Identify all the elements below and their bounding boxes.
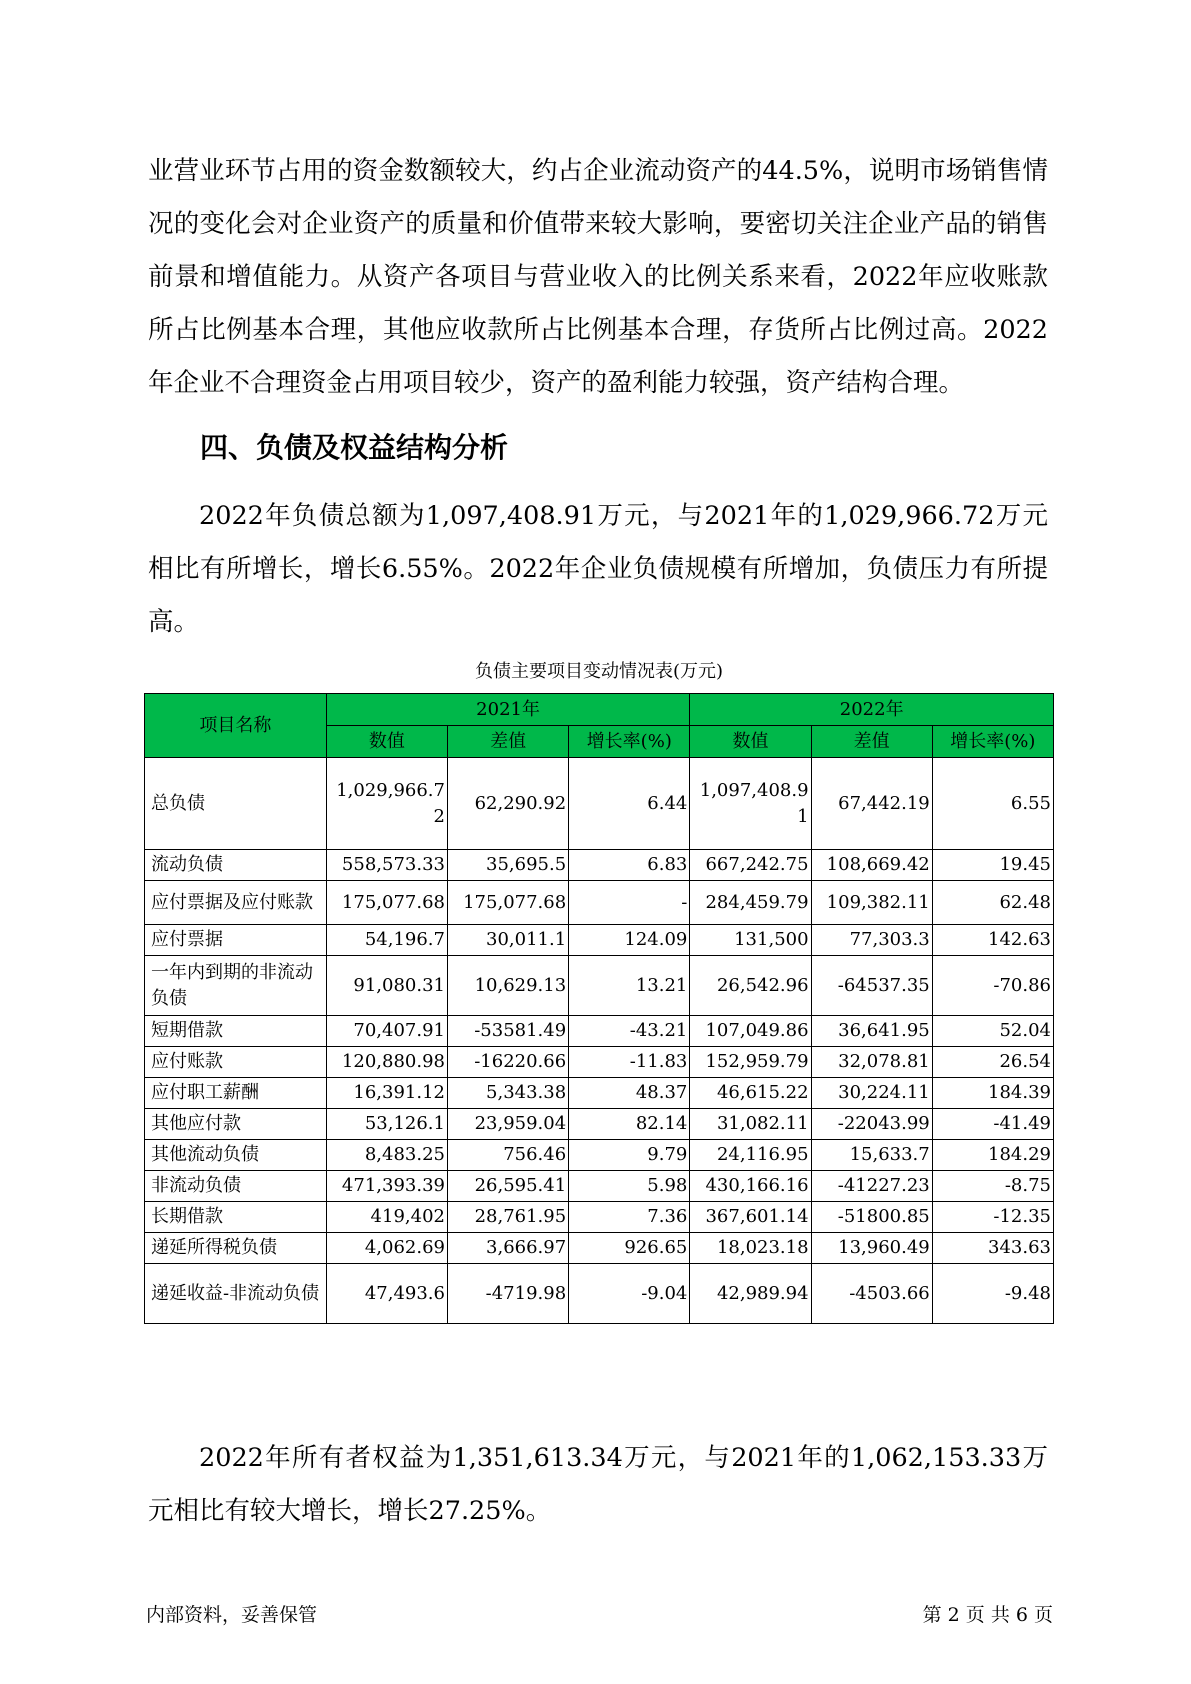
rate-2022: 142.63: [932, 925, 1053, 956]
row-item-name: 应付票据: [145, 925, 327, 956]
rate-2022: 19.45: [932, 850, 1053, 881]
rate-2021: 82.14: [569, 1109, 690, 1140]
rate-2021: 48.37: [569, 1078, 690, 1109]
rate-2022: 343.63: [932, 1233, 1053, 1264]
rate-2021: -9.04: [569, 1264, 690, 1324]
header-rate-2021: 增长率(%): [569, 726, 690, 758]
diff-2021: 23,959.04: [447, 1109, 568, 1140]
value-2021: 120,880.98: [326, 1047, 447, 1078]
table-row: [145, 1202, 1054, 1233]
table-row: [145, 925, 1054, 956]
rate-2022: 184.39: [932, 1078, 1053, 1109]
diff-2021: -53581.49: [447, 1016, 568, 1047]
table-row: [145, 881, 1054, 925]
header-year-2021: 2021年: [326, 694, 690, 726]
row-item-name: 其他应付款: [145, 1109, 327, 1140]
diff-2022: 15,633.7: [811, 1140, 932, 1171]
diff-2022: 30,224.11: [811, 1078, 932, 1109]
value-2021: 47,493.6: [326, 1264, 447, 1324]
table-row: [145, 1233, 1054, 1264]
rate-2021: 926.65: [569, 1233, 690, 1264]
rate-2022: -8.75: [932, 1171, 1053, 1202]
table-row: [145, 1109, 1054, 1140]
table-row: [145, 1047, 1054, 1078]
diff-2021: 3,666.97: [447, 1233, 568, 1264]
header-value-2021: 数值: [326, 726, 447, 758]
diff-2021: 5,343.38: [447, 1078, 568, 1109]
rate-2021: 6.44: [569, 758, 690, 850]
table-row: [145, 956, 1054, 1016]
value-2021: 54,196.7: [326, 925, 447, 956]
table-row: [145, 1171, 1054, 1202]
liability-table: [144, 693, 1054, 1324]
diff-2022: -4503.66: [811, 1264, 932, 1324]
table-row: [145, 1140, 1054, 1171]
header-rate-2022: 增长率(%): [932, 726, 1053, 758]
diff-2021: -16220.66: [447, 1047, 568, 1078]
row-item-name: 流动负债: [145, 850, 327, 881]
value-2022: 1,097,408.91: [690, 758, 811, 850]
rate-2021: 6.83: [569, 850, 690, 881]
value-2022: 42,989.94: [690, 1264, 811, 1324]
diff-2022: 67,442.19: [811, 758, 932, 850]
diff-2022: -41227.23: [811, 1171, 932, 1202]
rate-2021: 13.21: [569, 956, 690, 1016]
rate-2021: 7.36: [569, 1202, 690, 1233]
table-caption: 负债主要项目变动情况表(万元): [474, 661, 724, 682]
row-item-name: 递延收益-非流动负债: [145, 1264, 327, 1324]
header-diff-2021: 差值: [447, 726, 568, 758]
value-2022: 131,500: [690, 925, 811, 956]
value-2022: 667,242.75: [690, 850, 811, 881]
diff-2022: 32,078.81: [811, 1047, 932, 1078]
header-diff-2022: 差值: [811, 726, 932, 758]
value-2021: 70,407.91: [326, 1016, 447, 1047]
table-row: [145, 1264, 1054, 1324]
rate-2022: 184.29: [932, 1140, 1053, 1171]
rate-2022: -9.48: [932, 1264, 1053, 1324]
diff-2021: 175,077.68: [447, 881, 568, 925]
value-2021: 558,573.33: [326, 850, 447, 881]
diff-2022: 36,641.95: [811, 1016, 932, 1047]
diff-2021: 26,595.41: [447, 1171, 568, 1202]
diff-2022: 108,669.42: [811, 850, 932, 881]
value-2022: 46,615.22: [690, 1078, 811, 1109]
rate-2022: 26.54: [932, 1047, 1053, 1078]
row-item-name: 总负债: [145, 758, 327, 850]
value-2021: 53,126.1: [326, 1109, 447, 1140]
value-2022: 152,959.79: [690, 1047, 811, 1078]
value-2021: 16,391.12: [326, 1078, 447, 1109]
value-2022: 24,116.95: [690, 1140, 811, 1171]
rate-2022: -70.86: [932, 956, 1053, 1016]
diff-2021: 30,011.1: [447, 925, 568, 956]
diff-2022: 77,303.3: [811, 925, 932, 956]
row-item-name: 应付职工薪酬: [145, 1078, 327, 1109]
value-2021: 1,029,966.72: [326, 758, 447, 850]
value-2022: 284,459.79: [690, 881, 811, 925]
table-row: [145, 1078, 1054, 1109]
value-2021: 175,077.68: [326, 881, 447, 925]
value-2021: 471,393.39: [326, 1171, 447, 1202]
diff-2022: 13,960.49: [811, 1233, 932, 1264]
value-2022: 26,542.96: [690, 956, 811, 1016]
row-item-name: 应付票据及应付账款: [145, 881, 327, 925]
footer-confidential-note: 内部资料，妥善保管: [146, 1604, 318, 1626]
row-item-name: 其他流动负债: [145, 1140, 327, 1171]
value-2021: 91,080.31: [326, 956, 447, 1016]
row-item-name: 应付账款: [145, 1047, 327, 1078]
value-2022: 367,601.14: [690, 1202, 811, 1233]
table-row: [145, 758, 1054, 850]
diff-2022: -22043.99: [811, 1109, 932, 1140]
rate-2022: 62.48: [932, 881, 1053, 925]
header-value-2022: 数值: [690, 726, 811, 758]
header-year-2022: 2022年: [690, 694, 1054, 726]
value-2021: 4,062.69: [326, 1233, 447, 1264]
paragraph-liability-total: 2022年负债总额为1,097,408.91万元，与2021年的1,029,966.72万元相比有所增长，增长6.55%。2022年企业负债规模有所增加，负债压力有所提高。: [148, 501, 1048, 637]
table-row: [145, 850, 1054, 881]
rate-2022: -41.49: [932, 1109, 1053, 1140]
table-row: [145, 1016, 1054, 1047]
rate-2021: 9.79: [569, 1140, 690, 1171]
rate-2022: 52.04: [932, 1016, 1053, 1047]
row-item-name: 长期借款: [145, 1202, 327, 1233]
row-item-name: 短期借款: [145, 1016, 327, 1047]
rate-2021: -11.83: [569, 1047, 690, 1078]
rate-2021: -43.21: [569, 1016, 690, 1047]
value-2021: 8,483.25: [326, 1140, 447, 1171]
header-item-name: 项目名称: [145, 694, 327, 758]
value-2022: 107,049.86: [690, 1016, 811, 1047]
diff-2021: 35,695.5: [447, 850, 568, 881]
value-2022: 31,082.11: [690, 1109, 811, 1140]
rate-2021: -: [569, 881, 690, 925]
paragraph-asset-structure: 业营业环节占用的资金数额较大，约占企业流动资产的44.5%，说明市场销售情况的变化会对企业资产的质量和价值带来较大影响，要密切关注企业产品的销售前景和增值能力。从资产各项目与营业收入的比例关系来看，2022年应收账款所占比例基本合理，其他应收款所占比例基本合理，存货所占比例过高。2022年企业不合理资金占用项目较少，资产的盈利能力较强，资产结构合理。: [148, 156, 1048, 398]
row-item-name: 非流动负债: [145, 1171, 327, 1202]
diff-2022: -64537.35: [811, 956, 932, 1016]
diff-2021: -4719.98: [447, 1264, 568, 1324]
section-heading: 四、负债及权益结构分析: [200, 431, 509, 464]
rate-2021: 124.09: [569, 925, 690, 956]
diff-2021: 62,290.92: [447, 758, 568, 850]
diff-2021: 28,761.95: [447, 1202, 568, 1233]
row-item-name: 递延所得税负债: [145, 1233, 327, 1264]
rate-2021: 5.98: [569, 1171, 690, 1202]
paragraph-equity: 2022年所有者权益为1,351,613.34万元，与2021年的1,062,153.33万元相比有较大增长，增长27.25%。: [148, 1443, 1048, 1526]
value-2022: 18,023.18: [690, 1233, 811, 1264]
rate-2022: 6.55: [932, 758, 1053, 850]
value-2021: 419,402: [326, 1202, 447, 1233]
footer-page-number: 第 2 页 共 6 页: [922, 1604, 1053, 1626]
diff-2022: 109,382.11: [811, 881, 932, 925]
diff-2022: -51800.85: [811, 1202, 932, 1233]
diff-2021: 10,629.13: [447, 956, 568, 1016]
rate-2022: -12.35: [932, 1202, 1053, 1233]
value-2022: 430,166.16: [690, 1171, 811, 1202]
row-item-name: 一年内到期的非流动负债: [145, 956, 327, 1016]
table-body: [145, 758, 1054, 1324]
diff-2021: 756.46: [447, 1140, 568, 1171]
